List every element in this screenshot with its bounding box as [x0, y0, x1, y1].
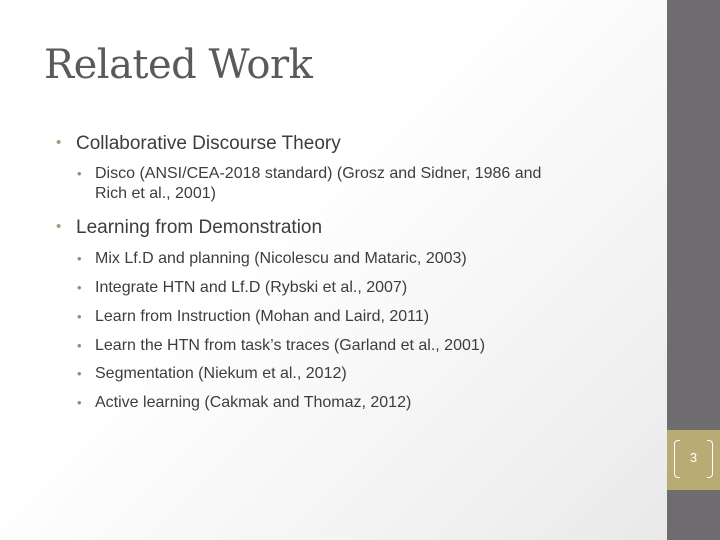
- sub-bullet-text-line2: Rich et al., 2001): [95, 185, 216, 202]
- bullet-marker: •: [77, 309, 82, 324]
- bullet-marker: •: [77, 251, 82, 266]
- sub-bullet-mix-lfd: [77, 249, 467, 269]
- bullet-marker: •: [77, 395, 82, 410]
- slide-title: Related Work: [44, 42, 313, 88]
- sub-bullet-text: Learn the HTN from task’s traces (Garland et al., 2001): [95, 337, 486, 354]
- sub-bullet-text: Integrate HTN and Lf.D (Rybski et al., 2007): [95, 279, 408, 296]
- bullet-marker: •: [56, 218, 62, 235]
- sub-bullet-learn-from-instruction: [77, 307, 430, 327]
- bullet-marker: •: [77, 338, 82, 353]
- bullet-learning-from-demonstration: [56, 217, 323, 239]
- sub-bullet-learn-htn-traces: [77, 336, 486, 356]
- sub-bullet-integrate-htn: [77, 278, 408, 298]
- sub-bullet-text-line1: Disco (ANSI/CEA-2018 standard) (Grosz and Sidner, 1986 and: [95, 165, 542, 182]
- bullet-collaborative-discourse-theory: [56, 133, 341, 155]
- sub-bullet-text: Learn from Instruction (Mohan and Laird, 2011): [95, 308, 430, 325]
- bullet-marker: •: [56, 134, 62, 151]
- sub-bullet-text: Segmentation (Niekum et al., 2012): [95, 365, 347, 382]
- sub-bullet-active-learning: [77, 393, 412, 413]
- sub-bullet-text: Mix Lf.D and planning (Nicolescu and Mataric, 2003): [95, 250, 467, 267]
- bullet-text: Collaborative Discourse Theory: [76, 133, 341, 154]
- bullet-marker: •: [77, 366, 82, 381]
- right-bracket-icon: [707, 440, 713, 478]
- sub-bullet-disco: [77, 164, 542, 204]
- sub-bullet-text: Active learning (Cakmak and Thomaz, 2012): [95, 394, 412, 411]
- sub-bullet-segmentation: [77, 364, 347, 384]
- page-number: 3: [689, 450, 698, 465]
- bullet-marker: •: [77, 166, 82, 181]
- bullet-text: Learning from Demonstration: [76, 217, 323, 238]
- page-number-badge: [667, 430, 720, 490]
- bullet-marker: •: [77, 280, 82, 295]
